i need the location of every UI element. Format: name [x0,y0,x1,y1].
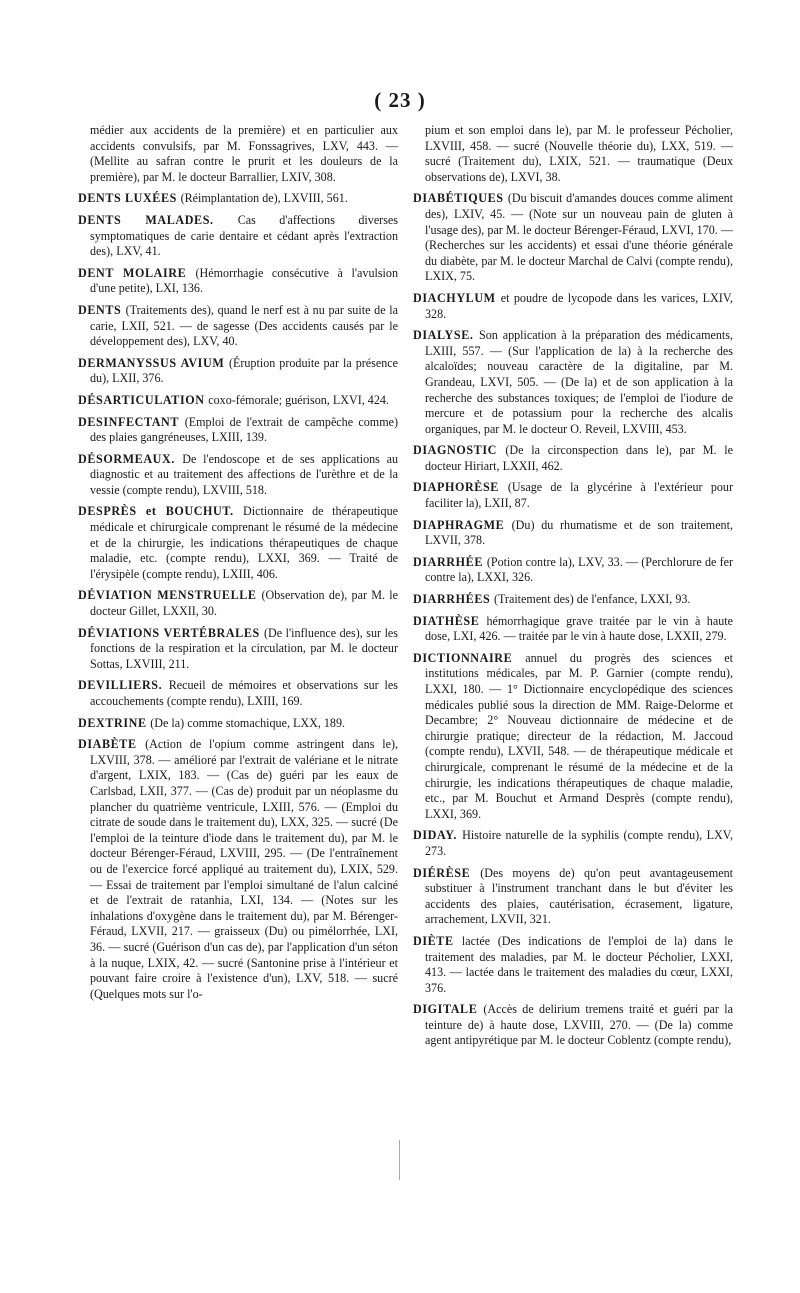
index-entry [78,191,398,207]
entry-headword: DIDAY. [413,828,458,843]
entry-headword: DERMANYSSUS AVIUM [78,355,225,370]
entry-text: pium et son emploi dans le), par M. le professeur Pécholier, LXVIII, 458. — sucré (Nouvelle théorie du), LXX, 519. — sucré (Traitement du), LXIX, 521. — traumatique (Deux observations de), LXVI, 38. [425,123,733,184]
entry-text: (Observation de), par M. le docteur Gillet, LXXII, 30. [90,588,399,619]
index-entry [413,555,733,586]
entry-text: Cas d'affections diverses symptomatiques de carie dentaire et cédant après l'extraction des), LXV, 41. [90,212,398,259]
page-number: ( 23 ) [374,88,426,112]
entry-text: et poudre de lycopode dans les varices, LXIV, 328. [425,290,734,321]
index-entry [78,356,398,387]
entry-headword: DIARRHÉES [413,592,491,607]
entry-headword: DIGITALE [413,1002,478,1017]
index-entry [413,291,733,322]
entry-headword: DIACHYLUM [413,290,496,305]
index-entry [413,592,733,608]
entry-text: (Du) du rhumatisme et de son traitement, LXVII, 378. [425,517,733,548]
index-entry [413,614,733,645]
entry-headword: DIATHÈSE [413,613,480,628]
entry-text: lactée (Des indications de l'emploi de la) dans le traitement des maladies, par M. le docteur Pécholier, LXXI, 413. — lactée dans le traitement des maladies du cœur, LXXI, 376. [425,933,733,995]
entry-text: Son application à la préparation des médicaments, LXIII, 557. — (Sur l'application de la) à la recherche des alcaloïdes; nouveau caractère de la digitaline, par M. Grandeau, LXVI, 505. — (De la) et de son application à la recherche des substances toxiques; de l'emploi de l'iodure de mercure et de potassium pour la recherche des alcalis organiques, par M. le docteur O. Reveil, LXVIII, 453. [425,328,733,436]
index-entry [78,393,398,409]
entry-headword: DEXTRINE [78,715,147,730]
entry-text: hémorrhagique grave traitée par le vin à haute dose, LXI, 426. — traitée par le vin à haute dose, LXXII, 279. [425,613,733,644]
index-entry [78,716,398,732]
entry-headword: DIABÉTIQUES [413,191,504,206]
entry-headword: DENT MOLAIRE [78,265,187,280]
entry-headword: DENTS LUXÉES [78,191,177,206]
entry-text: (Réimplantation de), LXVIII, 561. [180,191,348,206]
entry-text: médier aux accidents de la première) et en particulier aux accidents convulsifs, par M. Fonssagrives, LXV, 443. — (Mellite au safran contre le prurit et les douleurs de la première), par M. le docteur Barrallier, LXIV, 308. [90,123,398,184]
entry-text: coxo-fémorale; guérison, LXVI, 424. [208,392,389,407]
entry-headword: DÉSARTICULATION [78,392,205,407]
entry-text: (Potion contre la), LXV, 33. — (Perchlorure de fer contre la), LXXI, 326. [425,554,733,585]
index-entry [78,588,398,619]
entry-headword: DENTS [78,302,122,317]
index-entry [78,266,398,297]
entry-headword: DIALYSE. [413,328,474,343]
index-entry [78,504,398,582]
index-entry [78,737,398,1002]
index-entry [78,303,398,350]
index-entry [413,518,733,549]
index-entry [413,828,733,859]
entry-headword: DÉVIATION MENSTRUELLE [78,588,257,603]
index-entry [413,443,733,474]
entry-text: Dictionnaire de thérapeutique médicale et chirurgicale comprenant le résumé de la médecine et de la chirurgie, les indications thérapeutiques de chaque maladie, etc. (compte rendu), LXXI, 369. — Traité de l'érysipèle (compte rendu), LXIII, 406. [90,504,398,581]
entry-headword: DIABÈTE [78,737,137,752]
column-divider [399,1140,400,1180]
index-entry [413,480,733,511]
index-entry [413,191,733,285]
entry-headword: DESINFECTANT [78,414,179,429]
entry-text: (Des moyens de) qu'on peut avantageusement substituer à l'instrument tranchant dans le but d'éviter les accidents des plaies, cautérisation, écrasement, ligature, arrachement, LXVII, 321. [425,865,733,927]
index-entry [413,934,733,996]
index-entry [78,213,398,260]
right-column [413,123,733,1055]
entry-headword: DÉSORMEAUX. [78,451,175,466]
entry-text: annuel du progrès des sciences et institutions médicales, par M. P. Garnier (compte rendu), LXXI, 180. — 1° Dictionnaire encyclopédique des sciences médicales publié sous la direction de MM. Raige-Delorme et Decambre; 2° Nouveau dictionnaire de médecine et de chirurgie pratique; directeur de la rédaction, M. Jaccoud (compte rendu), LXVII, 548. — de thérapeutique médicale et chirurgicale, comprenant le résumé de la médecine et de la chirurgie, les indications thérapeutiques de chaque maladie, etc., par M. Bouchut et Armand Desprès (compte rendu), LXXI, 369. [425,650,733,821]
entry-headword: DESPRÈS et BOUCHUT. [78,504,234,519]
entry-text: De l'endoscope et de ses applications au diagnostic et au traitement des affections de l'urèthre et de la vessie (compte rendu), LXVIII, 518. [90,451,398,497]
entry-headword: DIÈTE [413,933,454,948]
left-column [78,123,398,1008]
entry-headword: DENTS MALADES. [78,212,214,227]
entry-text: (Éruption produite par la présence du), LXII, 376. [90,355,398,386]
index-entry [78,678,398,709]
entry-text: Histoire naturelle de la syphilis (compte rendu), LXV, 273. [425,828,733,858]
entry-headword: DÉVIATIONS VERTÉBRALES [78,625,260,640]
entry-headword: DIAPHORÈSE [413,480,499,495]
index-entry [413,866,733,928]
entry-headword: DIARRHÉE [413,554,483,569]
entry-text: Recueil de mémoires et observations sur les accouchements (compte rendu), LXIII, 169. [90,678,398,708]
index-entry [413,651,733,823]
entry-text: (Du biscuit d'amandes douces comme aliment des), LXIV, 45. — (Note sur un nouveau pain de gluten à l'usage des), par M. le docteur Bérenger-Féraud, LXVI, 170. — (Recherches sur les accidents) et essai d'une théorie générale du diabète, par M. le docteur Marchal de Calvi (compte rendu), LXIX, 75. [425,191,733,284]
entry-text: (Traitement des) de l'enfance, LXXI, 93. [493,592,691,607]
entry-headword: DEVILLIERS. [78,678,163,693]
entry-text: (Emploi de l'extrait de campêche comme) des plaies gangréneuses, LXIII, 139. [90,414,398,445]
entry-headword: DIAPHRAGME [413,517,505,532]
entry-text: (Hémorrhagie consécutive à l'avulsion d'une petite), LXI, 136. [90,265,399,296]
entry-headword: DIÉRÈSE [413,865,471,880]
index-entry [413,123,733,185]
index-entry [413,1002,733,1049]
entry-text: (De l'influence des), sur les fonctions de la respiration et la circulation, par M. le docteur Sottas, LXVIII, 211. [90,625,399,671]
entry-text: (Action de l'opium comme astringent dans le), LXVIII, 378. — amélioré par l'extrait de valériane et le nitrate d'argent, LXIX, 183. — (Cas de) guéri par les eaux de Carlsbad, LXII, 377. — (Cas de) produit par un néoplasme du plancher du quatrième ventricule, LXIII, 576. — (Emploi du citrate de soude dans le traitement du), LXX, 325. — sucré (De l'emploi de la teinture d'iode dans le traitement du), par M. le docteur Bérenger-Féraud, LXVIII, 295. — (De l'entraînement ou de l'exercice forcé appliqué au traitement du), LXIX, 529. — Essai de traitement par l'emploi simultané de l'alun calciné et de l'extrait de ratanhia, LXI, 134. — (Notes sur les inhalations d'oxygène dans le traitement du), par M. Bérenger-Féraud, LXVII, 217. — graisseux (Du) ou pimélorrhée, LXI, 36. — sucré (Guérison d'un cas de), par l'application d'un séton à la nuque, LXIX, 42. — sucré (Santonine prise à l'intérieur et pouvant faire croire à l'existence d'un), LXV, 518. — sucré (Quelques mots sur l'o- [90,737,398,1001]
index-entry [78,626,398,673]
entry-text: (De la) comme stomachique, LXX, 189. [150,715,346,730]
index-entry [78,123,398,185]
index-entry [78,452,398,499]
entry-text: (Accès de delirium tremens traité et guéri par la teinture de) à haute dose, LXVIII, 270. — (De la) comme agent antipyrétique par M. le docteur Coblentz (compte rendu), [425,1002,733,1048]
entry-headword: DICTIONNAIRE [413,650,513,665]
index-entry [78,415,398,446]
index-entry [413,328,733,437]
entry-text: (De la circonspection dans le), par M. le docteur Hiriart, LXXII, 462. [425,443,733,473]
entry-text: (Traitements des), quand le nerf est à nu par suite de la carie, LXII, 521. — de sagesse (Des accidents causés par le développement des), LXV, 40. [90,302,398,349]
entry-headword: DIAGNOSTIC [413,443,497,458]
entry-text: (Usage de la glycérine à l'extérieur pour faciliter la), LXII, 87. [425,480,733,511]
